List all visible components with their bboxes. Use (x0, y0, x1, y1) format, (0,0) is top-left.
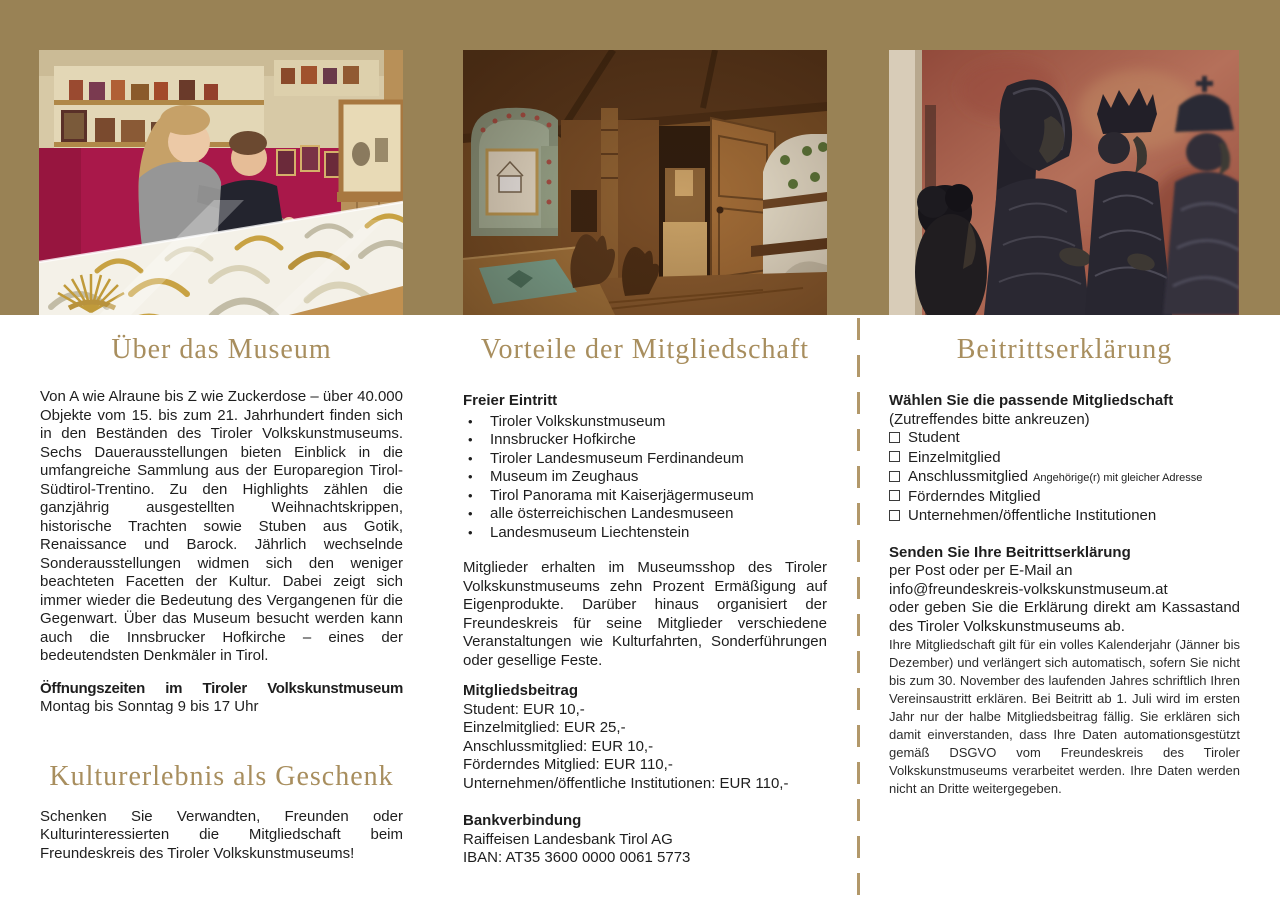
send-line-kassa: oder geben Sie die Erklärung direkt am Kassastand des Tiroler Volkskunstmuseums ab. (889, 599, 1240, 635)
bank-name: Raiffeisen Landesbank Tirol AG (463, 830, 673, 848)
membership-option (889, 488, 1240, 508)
list-item (463, 505, 827, 524)
checkbox-icon (889, 471, 900, 482)
membership-option (889, 449, 1240, 469)
bullet-icon (463, 431, 490, 450)
membership-option (889, 468, 1240, 488)
fees-list (463, 701, 827, 794)
bullet-icon (463, 487, 490, 506)
column-about (40, 332, 403, 863)
list-item (463, 450, 827, 469)
bullet-icon (463, 505, 490, 524)
fee-line: Student: EUR 10,- (463, 700, 585, 718)
bullet-icon (463, 413, 490, 432)
gift-title: Kulturerlebnis als Geschenk (49, 760, 394, 792)
list-item (463, 524, 827, 543)
fee-line: Förderndes Mitglied: EUR 110,- (463, 756, 673, 773)
send-declaration-heading: Senden Sie Ihre Beitrittserklärung (889, 543, 1131, 561)
bullet-icon (463, 524, 490, 543)
list-item (463, 413, 827, 432)
fee-line: Einzelmitglied: EUR 25,- (463, 719, 626, 736)
list-item (463, 487, 827, 506)
bullet-icon (463, 468, 490, 487)
list-item (463, 431, 827, 450)
free-entry-list (463, 413, 827, 543)
membership-option (889, 429, 1240, 449)
option-label: Förderndes Mitglied (908, 487, 1041, 505)
benefits-title: Vorteile der Mitgliedschaft (480, 334, 810, 365)
column-join (889, 332, 1240, 798)
children-display-illustration (39, 50, 403, 315)
bronze-statues-illustration (889, 50, 1239, 315)
join-title: Beitrittserklärung (956, 334, 1173, 365)
checkbox-icon (889, 490, 900, 501)
checkbox-icon (889, 510, 900, 521)
fold-line (857, 318, 860, 908)
about-intro-paragraph: Von A wie Alraune bis Z wie Zuckerdose – über 40.000 Objekte vom 15. bis zum 21. Jahrhundert finden sich in den Beständen des Tiroler Volkskunstmuseums. Sechs Dauerausstellungen bieten Einblick in die umfangreiche Sammlung aus der Europaregion Tirol-Südtirol-Trentino. Zu den Highlights zählen die ganzjährig ausgestellten Weihnachtskrippen, historische Trachten sowie Stuben aus Gotik, Renaissance und Barock. Jährlich wechselnde Sonderausstellungen widmen sich den weniger beachteten Facetten der Kultur. Dabei zeigt sich immer wieder die Bedeutung des Vergangenen für die Gegenwart. Über das Museum besucht werden kann auch die Innsbrucker Hofkirche – eines der bedeutendsten Denkmäler in Tirol. (40, 388, 403, 664)
list-item-label: Innsbrucker Hofkirche (490, 431, 636, 448)
send-line-post-email: per Post oder per E-Mail an (889, 562, 1073, 579)
bank-iban: IBAN: AT35 3600 0000 0061 5773 (463, 849, 691, 866)
option-label: Anschlussmitglied (908, 468, 1029, 485)
column-benefits (463, 332, 827, 868)
bank-heading: Bankverbindung (463, 812, 582, 829)
list-item-label: alle österreichischen Landesmuseen (490, 505, 734, 522)
wooden-parlour-illustration (463, 50, 827, 315)
list-item-label: Museum im Zeughaus (490, 468, 639, 485)
membership-option (889, 507, 1240, 527)
fee-line: Anschlussmitglied: EUR 10,- (463, 737, 654, 755)
option-label: Einzelmitglied (908, 448, 1001, 466)
choose-membership-hint: (Zutreffendes bitte ankreuzen) (889, 410, 1090, 428)
photo-bronze-statues-hofkirche (889, 50, 1239, 315)
list-item-label: Tiroler Volkskunstmuseum (490, 412, 666, 430)
about-title: Über das Museum (111, 334, 332, 365)
list-item-label: Tirol Panorama mit Kaiserjägermuseum (490, 486, 754, 504)
option-label: Student (908, 429, 960, 446)
list-item-label: Landesmuseum Liechtenstein (490, 523, 690, 541)
photo-children-at-display-case (39, 50, 403, 315)
option-note: Angehörige(r) mit gleicher Adresse (1033, 472, 1203, 484)
checkbox-icon (889, 432, 900, 443)
fees-heading: Mitgliedsbeitrag (463, 682, 579, 699)
option-label: Unternehmen/öffentliche Institutionen (908, 507, 1157, 524)
photo-historic-wooden-parlour (463, 50, 827, 315)
membership-options (889, 429, 1240, 527)
contact-email: info@freundeskreis-volkskunstmuseum.at (889, 580, 1168, 598)
legal-paragraph: Ihre Mitgliedschaft gilt für ein volles Kalenderjahr (Jänner bis Dezember) und verlängert sich automatisch, sofern Sie nicht bis zum 30. November des laufenden Jahres schriftlich Ihren Vereinsaustritt erklären. Bei Beitritt ab 1. Juli wird im ersten Jahr nur der halbe Mitgliedsbeitrag fällig. Sie erklären sich damit einverstanden, dass Ihre Daten automationsgestützt gemäß DSGVO vom Freundeskreis des Tiroler Volkskunstmuseums verarbeitet werden. Ihre Daten werden nicht an Dritte weitergegeben. (889, 637, 1240, 796)
gift-paragraph: Schenken Sie Verwandten, Freunden oder Kulturinteressierten die Mitgliedschaft beim Freundeskreis des Tiroler Volkskunstmuseums! (40, 807, 403, 862)
shop-discount-paragraph: Mitglieder erhalten im Museumsshop des Tiroler Volkskunstmuseums zehn Prozent Ermäßigung auf Eigenprodukte. Darüber hinaus organisiert der Freundeskreis für seine Mitglieder verschiedene Veranstaltungen wie Kulturfahrten, Sonderführungen oder gesellige Feste. (463, 559, 827, 669)
free-entry-heading: Freier Eintritt (463, 392, 558, 409)
opening-hours-text: Montag bis Sonntag 9 bis 17 Uhr (40, 698, 259, 715)
choose-membership-heading: Wählen Sie die passende Mitgliedschaft (889, 392, 1174, 409)
list-item (463, 468, 827, 487)
opening-hours-heading: Öffnungszeiten im Tiroler Volkskunstmuseum (40, 679, 403, 697)
checkbox-icon (889, 451, 900, 462)
fee-line: Unternehmen/öffentliche Institutionen: EUR 110,- (463, 774, 789, 792)
list-item-label: Tiroler Landesmuseum Ferdinandeum (490, 449, 744, 467)
bullet-icon (463, 450, 490, 469)
